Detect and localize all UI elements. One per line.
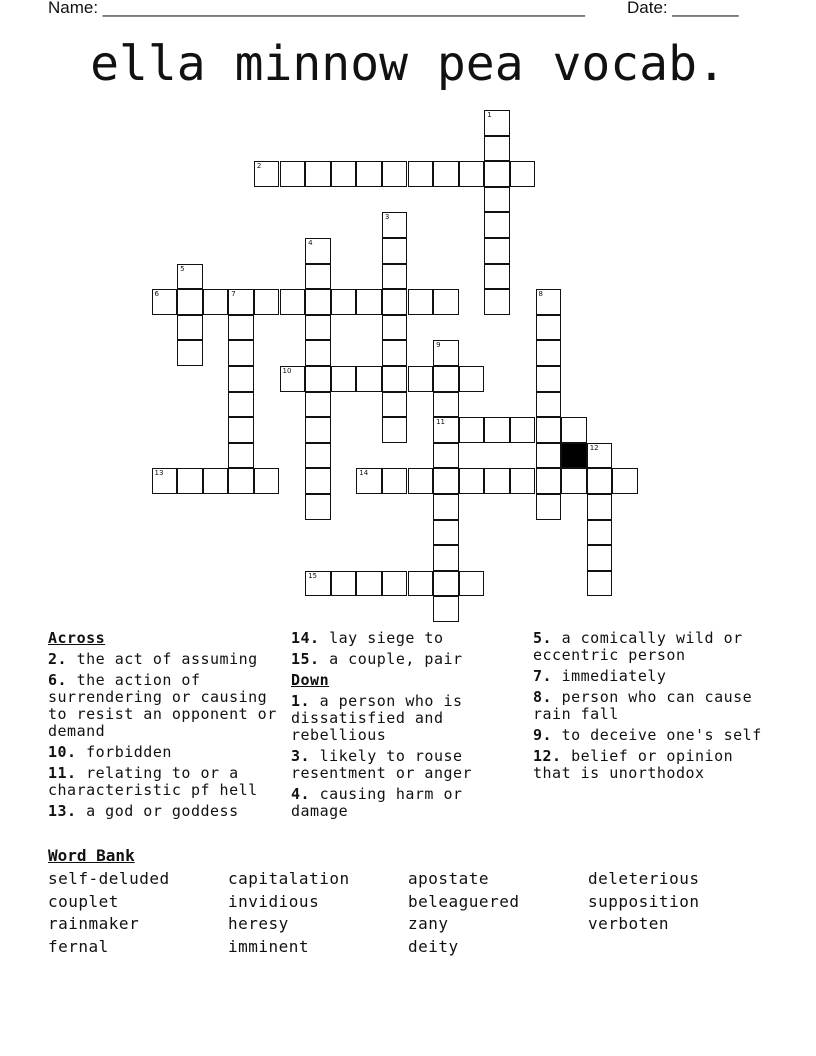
- crossword-cell[interactable]: [459, 468, 485, 494]
- clue-across-6: 6. the action of surrendering or causing to resist an opponent or demand: [48, 671, 277, 740]
- crossword-cell[interactable]: [203, 289, 229, 315]
- crossword-cell[interactable]: [382, 366, 408, 392]
- crossword-cell[interactable]: [305, 443, 331, 469]
- crossword-cell[interactable]: [433, 468, 459, 494]
- crossword-cell[interactable]: [228, 366, 254, 392]
- crossword-cell[interactable]: [382, 238, 408, 264]
- crossword-cell[interactable]: [382, 392, 408, 418]
- crossword-cell[interactable]: [382, 289, 408, 315]
- clue-number: 8: [538, 290, 543, 299]
- crossword-cell[interactable]: [203, 468, 229, 494]
- word-bank-item: invidious: [228, 892, 320, 911]
- crossword-cell[interactable]: [459, 417, 485, 443]
- crossword-cell[interactable]: [433, 417, 459, 443]
- clue-down-4: 4. causing harm or damage: [291, 785, 463, 820]
- crossword-cell[interactable]: [305, 571, 331, 597]
- crossword-cell[interactable]: [484, 289, 510, 315]
- crossword-cell[interactable]: [280, 289, 306, 315]
- clue-number: 5: [180, 264, 185, 273]
- word-bank-item: supposition: [588, 892, 700, 911]
- crossword-cell[interactable]: [484, 468, 510, 494]
- crossword-cell[interactable]: [305, 238, 331, 264]
- crossword-cell[interactable]: [228, 443, 254, 469]
- crossword-cell[interactable]: [177, 340, 203, 366]
- crossword-cell[interactable]: [382, 212, 408, 238]
- crossword-cell[interactable]: [382, 264, 408, 290]
- clue-down-5: 5. a comically wild or eccentric person: [533, 629, 743, 664]
- clue-number: 2: [256, 162, 262, 171]
- crossword-cell[interactable]: [536, 392, 562, 418]
- crossword-cell[interactable]: [484, 110, 510, 136]
- clue-number: 14: [359, 469, 369, 478]
- crossword-cell[interactable]: [433, 392, 459, 418]
- word-bank-item: deity: [408, 937, 459, 956]
- crossword-cell[interactable]: [510, 417, 536, 443]
- crossword-cell[interactable]: [587, 468, 613, 494]
- crossword-cell[interactable]: [177, 289, 203, 315]
- clue-number: 3: [384, 213, 390, 222]
- word-bank-item: imminent: [228, 937, 310, 956]
- clue-number: 10: [282, 367, 292, 375]
- clue-across-11: 11. relating to or a characteristic pf hell: [48, 764, 258, 799]
- crossword-cell[interactable]: [280, 366, 306, 392]
- down-heading: Down: [291, 671, 330, 689]
- crossword-cell[interactable]: [305, 494, 331, 520]
- word-bank-item: zany: [408, 914, 449, 933]
- crossword-cell[interactable]: [484, 187, 510, 213]
- crossword-cell[interactable]: [331, 289, 357, 315]
- clue-down-9: 9. to deceive one's self: [533, 726, 762, 744]
- crossword-cell[interactable]: [382, 315, 408, 341]
- crossword-cell[interactable]: [484, 212, 510, 238]
- name-field-label: Name: ___________________________________________________: [48, 0, 585, 17]
- crossword-cell[interactable]: [433, 443, 459, 469]
- word-bank-item: deleterious: [588, 869, 700, 888]
- crossword-cell[interactable]: [433, 340, 459, 366]
- crossword-cell[interactable]: [561, 417, 587, 443]
- word-bank-item: capitalation: [228, 869, 350, 888]
- crossword-cell[interactable]: [459, 161, 485, 187]
- crossword-cell[interactable]: [305, 161, 331, 187]
- crossword-block-cell: [561, 443, 587, 469]
- clues-column-2: [291, 630, 523, 824]
- crossword-cell[interactable]: [433, 545, 459, 571]
- clue-number: 15: [308, 571, 318, 580]
- crossword-cell[interactable]: [305, 468, 331, 494]
- crossword-cell[interactable]: [356, 366, 382, 392]
- crossword-cell[interactable]: [305, 417, 331, 443]
- clue-down-7: 7. immediately: [533, 667, 667, 685]
- crossword-cell[interactable]: [305, 264, 331, 290]
- crossword-cell[interactable]: [382, 161, 408, 187]
- clue-down-12: 12. belief or opinion that is unorthodox: [533, 747, 734, 782]
- crossword-cell[interactable]: [382, 571, 408, 597]
- crossword-cell[interactable]: [228, 392, 254, 418]
- crossword-cell[interactable]: [254, 161, 280, 187]
- crossword-cell[interactable]: [433, 596, 459, 622]
- crossword-cell[interactable]: [305, 315, 331, 341]
- clue-across-2: 2. the act of assuming: [48, 650, 258, 668]
- clue-number: 12: [589, 443, 599, 452]
- clue-number: 7: [231, 290, 236, 299]
- crossword-cell[interactable]: [408, 366, 434, 392]
- crossword-cell[interactable]: [536, 340, 562, 366]
- crossword-cell[interactable]: [484, 417, 510, 443]
- crossword-cell[interactable]: [305, 366, 331, 392]
- crossword-cell[interactable]: [587, 571, 613, 597]
- crossword-cell[interactable]: [331, 161, 357, 187]
- crossword-cell[interactable]: [228, 315, 254, 341]
- crossword-cell[interactable]: [536, 494, 562, 520]
- crossword-cell[interactable]: [433, 520, 459, 546]
- crossword-cell[interactable]: [254, 289, 280, 315]
- page-title: ella minnow pea vocab.: [90, 36, 726, 92]
- crossword-cell[interactable]: [331, 571, 357, 597]
- clue-down-8: 8. person who can cause rain fall: [533, 688, 753, 723]
- crossword-cell[interactable]: [254, 468, 280, 494]
- clue-number: 11: [436, 418, 446, 427]
- across-heading: Across: [48, 629, 106, 647]
- crossword-cell[interactable]: [433, 366, 459, 392]
- word-bank-item: beleaguered: [408, 892, 520, 911]
- clue-across-13: 13. a god or goddess: [48, 802, 239, 820]
- crossword-cell[interactable]: [408, 468, 434, 494]
- word-bank-item: fernal: [48, 937, 109, 956]
- crossword-cell[interactable]: [510, 468, 536, 494]
- crossword-cell[interactable]: [433, 289, 459, 315]
- crossword-cell[interactable]: [382, 417, 408, 443]
- crossword-cell[interactable]: [484, 136, 510, 162]
- crossword-cell[interactable]: [408, 571, 434, 597]
- crossword-cell[interactable]: [228, 417, 254, 443]
- clue-down-3: 3. likely to rouse resentment or anger: [291, 747, 473, 782]
- crossword-cell[interactable]: [356, 289, 382, 315]
- crossword-cell[interactable]: [433, 161, 459, 187]
- word-bank-item: apostate: [408, 869, 490, 888]
- word-bank-item: heresy: [228, 914, 289, 933]
- crossword-cell[interactable]: [433, 571, 459, 597]
- crossword-cell[interactable]: [433, 494, 459, 520]
- crossword-cell[interactable]: [484, 238, 510, 264]
- clue-across-10: 10. forbidden: [48, 743, 172, 761]
- crossword-cell[interactable]: [356, 571, 382, 597]
- crossword-cell[interactable]: [536, 366, 562, 392]
- clue-number: 13: [154, 469, 164, 478]
- crossword-cell[interactable]: [228, 289, 254, 315]
- crossword-cell[interactable]: [536, 315, 562, 341]
- word-bank-item: verboten: [588, 914, 670, 933]
- clue-across-15: 15. a couple, pair: [291, 650, 463, 668]
- crossword-cell[interactable]: [177, 468, 203, 494]
- crossword-cell[interactable]: [408, 289, 434, 315]
- crossword-cell[interactable]: [177, 264, 203, 290]
- crossword-cell[interactable]: [356, 468, 382, 494]
- crossword-cell[interactable]: [408, 161, 434, 187]
- crossword-cell[interactable]: [587, 443, 613, 469]
- clue-number: 4: [308, 239, 313, 247]
- crossword-cell[interactable]: [561, 468, 587, 494]
- crossword-cell[interactable]: [484, 264, 510, 290]
- clues-column-3: [533, 630, 765, 786]
- word-bank-title: Word Bank: [48, 846, 135, 865]
- crossword-cell[interactable]: [305, 340, 331, 366]
- crossword-cell[interactable]: [587, 545, 613, 571]
- crossword-cell[interactable]: [484, 161, 510, 187]
- crossword-cell[interactable]: [305, 289, 331, 315]
- crossword-cell[interactable]: [587, 494, 613, 520]
- clue-number: 1: [487, 111, 492, 119]
- word-bank-item: self-deluded: [48, 869, 170, 888]
- crossword-cell[interactable]: [228, 468, 254, 494]
- crossword-cell[interactable]: [382, 340, 408, 366]
- crossword-cell[interactable]: [280, 161, 306, 187]
- clue-across-14: 14. lay siege to: [291, 629, 444, 647]
- crossword-cell[interactable]: [177, 315, 203, 341]
- clue-number: 6: [154, 290, 159, 299]
- crossword-cell[interactable]: [305, 392, 331, 418]
- crossword-cell[interactable]: [612, 468, 638, 494]
- crossword-cell[interactable]: [382, 468, 408, 494]
- crossword-cell[interactable]: [587, 520, 613, 546]
- clue-down-1: 1. a person who is dissatisfied and rebellious: [291, 692, 463, 744]
- crossword-cell[interactable]: [459, 571, 485, 597]
- crossword-cell[interactable]: [152, 289, 178, 315]
- word-bank-item: rainmaker: [48, 914, 140, 933]
- crossword-cell[interactable]: [536, 468, 562, 494]
- word-bank-item: couplet: [48, 892, 119, 911]
- crossword-cell[interactable]: [510, 161, 536, 187]
- crossword-cell[interactable]: [152, 468, 178, 494]
- crossword-cell[interactable]: [331, 366, 357, 392]
- crossword-cell[interactable]: [228, 340, 254, 366]
- clues-column-1: [48, 628, 280, 824]
- date-field-label: Date: _______: [627, 0, 739, 17]
- crossword-cell[interactable]: [356, 161, 382, 187]
- crossword-cell[interactable]: [536, 417, 562, 443]
- crossword-cell[interactable]: [536, 289, 562, 315]
- crossword-cell[interactable]: [536, 443, 562, 469]
- crossword-cell[interactable]: [459, 366, 485, 392]
- clue-number: 9: [436, 341, 441, 350]
